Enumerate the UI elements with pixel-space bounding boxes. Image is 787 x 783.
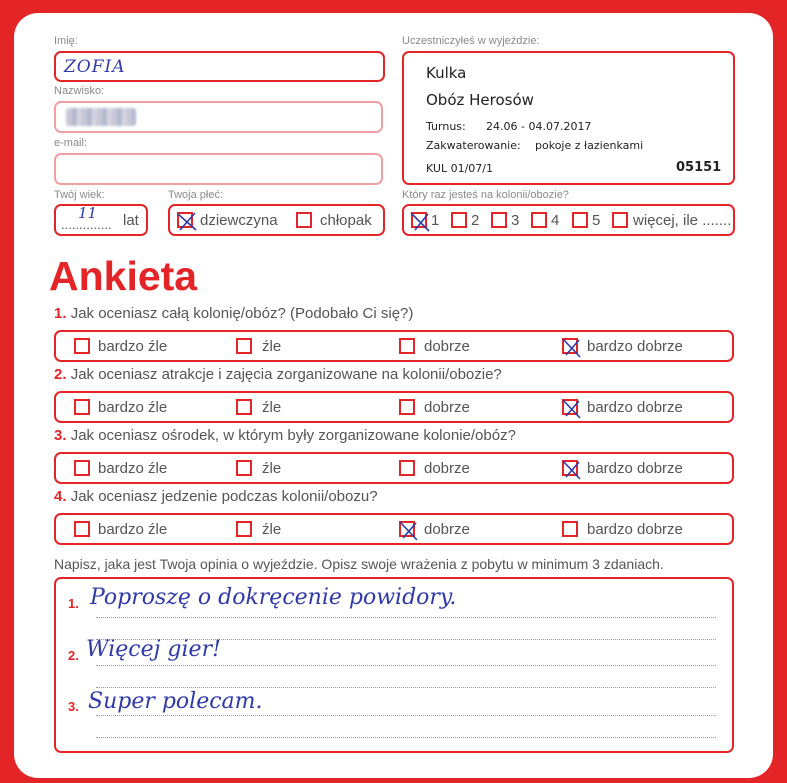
accommodation-value: pokoje z łazienkami bbox=[535, 139, 644, 152]
times-option-4: 4 bbox=[551, 212, 560, 229]
x-mark-icon bbox=[409, 210, 433, 234]
question-text: Jak oceniasz całą kolonię/obóz? (Podobało Ci się?) bbox=[70, 305, 414, 322]
checkbox-times-2[interactable] bbox=[451, 212, 467, 228]
opinion-number-2: 2. bbox=[68, 648, 79, 663]
camp-name: Obóz Herosów bbox=[426, 91, 534, 109]
question-number: 2. bbox=[54, 366, 67, 383]
rating-option-label: dobrze bbox=[424, 460, 470, 477]
checkbox-q3-option-2[interactable] bbox=[236, 460, 252, 476]
opinion-prompt: Napisz, jaka jest Twoja opinia o wyjeździe. Opisz swoje wrażenia z pobytu w minimum 3 zdaniach. bbox=[54, 556, 664, 572]
checkbox-q2-option-3[interactable] bbox=[399, 399, 415, 415]
name-label: Imię: bbox=[54, 35, 78, 47]
trip-info-box bbox=[402, 51, 735, 185]
rating-option-label: bardzo źle bbox=[98, 460, 168, 477]
times-option-more: więcej, ile ....... bbox=[633, 212, 732, 229]
camp-code: KUL 01/07/1 bbox=[426, 162, 493, 175]
question-1 bbox=[54, 305, 413, 322]
times-option-2: 2 bbox=[471, 212, 480, 229]
question-2 bbox=[54, 366, 502, 383]
age-value: 11 bbox=[78, 204, 98, 222]
opinion-text-3: Super polecam. bbox=[88, 689, 263, 714]
rating-option-label: bardzo źle bbox=[98, 399, 168, 416]
checkbox-q2-option-4[interactable] bbox=[562, 399, 578, 415]
times-option-1: 1 bbox=[431, 212, 440, 229]
checkbox-times-5[interactable] bbox=[572, 212, 588, 228]
name-field[interactable] bbox=[54, 51, 385, 82]
x-mark-icon bbox=[560, 397, 584, 421]
checkbox-male[interactable] bbox=[296, 212, 312, 228]
checkbox-times-3[interactable] bbox=[491, 212, 507, 228]
surname-field[interactable] bbox=[54, 101, 383, 133]
rating-option-label: bardzo dobrze bbox=[587, 338, 683, 355]
gender-male-label: chłopak bbox=[320, 212, 372, 229]
checkbox-q3-option-4[interactable] bbox=[562, 460, 578, 476]
question-text: Jak oceniasz jedzenie podczas kolonii/obozu? bbox=[70, 488, 378, 505]
checkbox-times-4[interactable] bbox=[531, 212, 547, 228]
rating-option-label: bardzo dobrze bbox=[587, 399, 683, 416]
turnus-label: Turnus: bbox=[426, 120, 466, 133]
rating-row-4 bbox=[54, 513, 734, 545]
opinion-number-3: 3. bbox=[68, 699, 79, 714]
checkbox-q3-option-3[interactable] bbox=[399, 460, 415, 476]
checkbox-q1-option-4[interactable] bbox=[562, 338, 578, 354]
email-field[interactable] bbox=[54, 153, 383, 185]
question-text: Jak oceniasz atrakcje i zajęcia zorganizowane na kolonii/obozie? bbox=[70, 366, 502, 383]
rating-option-label: bardzo źle bbox=[98, 338, 168, 355]
opinion-box[interactable] bbox=[54, 577, 734, 753]
trip-label: Uczestniczyłeś w wyjeździe: bbox=[402, 35, 540, 47]
age-field[interactable] bbox=[54, 204, 148, 236]
rating-option-label: źle bbox=[262, 521, 282, 538]
rating-row-3 bbox=[54, 452, 734, 484]
times-label: Który raz jesteś na kolonii/obozie? bbox=[402, 189, 569, 201]
redacted-surname bbox=[66, 108, 136, 126]
checkbox-q2-option-1[interactable] bbox=[74, 399, 90, 415]
checkbox-times-1[interactable] bbox=[411, 212, 427, 228]
rating-option-label: źle bbox=[262, 460, 282, 477]
rating-option-label: dobrze bbox=[424, 521, 470, 538]
times-option-3: 3 bbox=[511, 212, 520, 229]
checkbox-female[interactable] bbox=[177, 212, 193, 228]
age-dots: .............. bbox=[61, 217, 112, 232]
opinion-number-1: 1. bbox=[68, 596, 79, 611]
checkbox-q1-option-1[interactable] bbox=[74, 338, 90, 354]
gender-label: Twoja płeć: bbox=[168, 189, 224, 201]
checkbox-q4-option-2[interactable] bbox=[236, 521, 252, 537]
rating-row-1 bbox=[54, 330, 734, 362]
gender-field bbox=[168, 204, 385, 236]
checkbox-q2-option-2[interactable] bbox=[236, 399, 252, 415]
rating-option-label: dobrze bbox=[424, 399, 470, 416]
opinion-text-2: Więcej gier! bbox=[86, 637, 221, 662]
checkbox-times-more[interactable] bbox=[612, 212, 628, 228]
times-field bbox=[402, 204, 735, 236]
x-mark-icon bbox=[560, 336, 584, 360]
checkbox-q3-option-1[interactable] bbox=[74, 460, 90, 476]
question-text: Jak oceniasz ośrodek, w którym były zorganizowane kolonie/obóz? bbox=[70, 427, 516, 444]
x-mark-icon bbox=[397, 519, 421, 543]
checkbox-q4-option-4[interactable] bbox=[562, 521, 578, 537]
name-value: ZOFIA bbox=[64, 57, 126, 77]
question-number: 1. bbox=[54, 305, 67, 322]
checkbox-q1-option-2[interactable] bbox=[236, 338, 252, 354]
gender-female-label: dziewczyna bbox=[200, 212, 278, 229]
rating-row-2 bbox=[54, 391, 734, 423]
question-number: 3. bbox=[54, 427, 67, 444]
question-3 bbox=[54, 427, 516, 444]
rating-option-label: źle bbox=[262, 338, 282, 355]
rating-option-label: dobrze bbox=[424, 338, 470, 355]
checkbox-q1-option-3[interactable] bbox=[399, 338, 415, 354]
question-4 bbox=[54, 488, 378, 505]
checkbox-q4-option-3[interactable] bbox=[399, 521, 415, 537]
rating-option-label: bardzo dobrze bbox=[587, 460, 683, 477]
turnus-value: 24.06 - 04.07.2017 bbox=[486, 120, 592, 133]
rating-option-label: bardzo dobrze bbox=[587, 521, 683, 538]
survey-card bbox=[14, 13, 773, 778]
rating-option-label: bardzo źle bbox=[98, 521, 168, 538]
question-number: 4. bbox=[54, 488, 67, 505]
trip-name: Kulka bbox=[426, 64, 467, 82]
checkbox-q4-option-1[interactable] bbox=[74, 521, 90, 537]
x-mark-icon bbox=[560, 458, 584, 482]
age-unit: lat bbox=[123, 212, 139, 229]
rating-option-label: źle bbox=[262, 399, 282, 416]
accommodation-label: Zakwaterowanie: bbox=[426, 139, 521, 152]
email-label: e-mail: bbox=[54, 137, 88, 149]
age-label: Twój wiek: bbox=[54, 189, 105, 201]
times-option-5: 5 bbox=[592, 212, 601, 229]
x-mark-icon bbox=[175, 210, 199, 234]
camp-number: 05151 bbox=[676, 160, 722, 175]
opinion-text-1: Poproszę o dokręcenie powidory. bbox=[90, 585, 457, 610]
survey-title: Ankieta bbox=[49, 253, 198, 299]
surname-label: Nazwisko: bbox=[54, 85, 105, 97]
